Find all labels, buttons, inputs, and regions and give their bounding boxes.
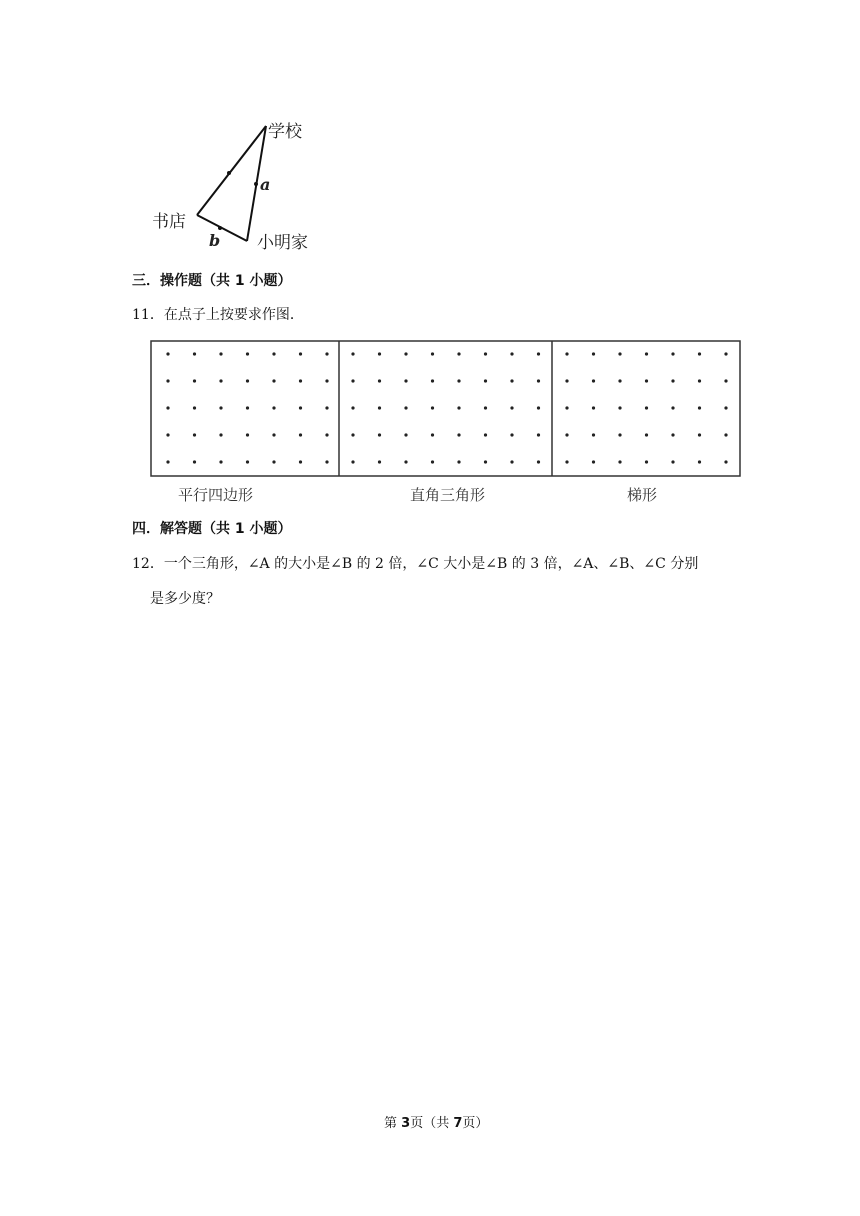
- page-footer: [384, 1112, 488, 1131]
- school-label: 学校: [268, 122, 302, 142]
- grid-dot: [351, 379, 354, 382]
- grid-dot: [618, 352, 621, 355]
- grid-dot: [351, 352, 354, 355]
- grid-dot: [404, 460, 407, 463]
- grid-dot: [698, 433, 701, 436]
- grid-dot: [592, 406, 595, 409]
- grid-dot: [219, 352, 222, 355]
- grid-dot: [272, 406, 275, 409]
- grid-dot: [272, 460, 275, 463]
- triangle-figure: [140, 110, 340, 260]
- grid-dot: [219, 433, 222, 436]
- grid-dot: [431, 379, 434, 382]
- grid-dot: [166, 433, 169, 436]
- grid-dot: [325, 379, 328, 382]
- bookstore-label: 书店: [152, 212, 186, 232]
- grid-dot: [537, 379, 540, 382]
- grid-dot: [193, 433, 196, 436]
- grid-dot: [272, 352, 275, 355]
- grid-dot: [457, 460, 460, 463]
- grid-dot: [404, 406, 407, 409]
- grid-dot: [510, 460, 513, 463]
- grid-dot: [698, 406, 701, 409]
- grid-dot: [378, 460, 381, 463]
- grid-dot: [325, 460, 328, 463]
- grid-dot: [537, 433, 540, 436]
- section-4-heading: 四．解答题（共 1 小题）: [132, 521, 292, 537]
- grid-dot: [510, 433, 513, 436]
- footer-mid: 页（共: [410, 1116, 454, 1131]
- grid-dot: [592, 352, 595, 355]
- grid-dot: [166, 460, 169, 463]
- grid-dot: [431, 352, 434, 355]
- grid-dot: [219, 460, 222, 463]
- grid-dot: [671, 406, 674, 409]
- grid-dot: [246, 352, 249, 355]
- grid-dot: [618, 406, 621, 409]
- grid-dot: [724, 379, 727, 382]
- grid-dot: [378, 406, 381, 409]
- grid-dot: [724, 460, 727, 463]
- midpoint-dot: [218, 226, 222, 230]
- question-text: 在点子上按要求作图．: [163, 307, 304, 323]
- grid-dot: [537, 406, 540, 409]
- grid-dot: [565, 460, 568, 463]
- grid-dot: [484, 352, 487, 355]
- grid-dot: [193, 460, 196, 463]
- grid-dot: [645, 379, 648, 382]
- grid-dot: [724, 406, 727, 409]
- grid-dot: [645, 406, 648, 409]
- question-12-line-1: [132, 553, 698, 573]
- grid-dot: [484, 379, 487, 382]
- grid-dot: [671, 433, 674, 436]
- grid-dot: [272, 379, 275, 382]
- grid-dot: [510, 406, 513, 409]
- grid-dot: [166, 406, 169, 409]
- grid-dot: [378, 379, 381, 382]
- grid-dot: [246, 406, 249, 409]
- grid-dot: [272, 433, 275, 436]
- question-11: [132, 304, 304, 324]
- grid-dot: [299, 352, 302, 355]
- grid-dot: [246, 379, 249, 382]
- grid-dot: [698, 379, 701, 382]
- footer-prefix: 第: [384, 1116, 402, 1131]
- grid-dot: [645, 352, 648, 355]
- grid-dot: [537, 352, 540, 355]
- grid-dot: [193, 406, 196, 409]
- grid-dot: [698, 352, 701, 355]
- grid-dot: [457, 379, 460, 382]
- grid-dot: [724, 433, 727, 436]
- footer-suffix: 页）: [462, 1116, 489, 1131]
- grid-dot: [351, 433, 354, 436]
- grid-dot: [618, 433, 621, 436]
- hypotenuse-line: [197, 126, 266, 215]
- footer-page-number: 3: [401, 1116, 411, 1131]
- midpoint-dot: [227, 171, 231, 175]
- grid-dot: [592, 433, 595, 436]
- grid-dot: [325, 352, 328, 355]
- grid-dot: [404, 352, 407, 355]
- question-number: 12．: [132, 556, 164, 572]
- grid-dot: [166, 379, 169, 382]
- grid-dot: [565, 379, 568, 382]
- grid-dot: [645, 460, 648, 463]
- grid-dot: [378, 433, 381, 436]
- grid-dot: [618, 460, 621, 463]
- home-label: 小明家: [257, 233, 308, 253]
- grid-dot: [484, 460, 487, 463]
- midpoint-dot: [254, 182, 258, 186]
- grid-dot: [193, 379, 196, 382]
- grid-label-trapezoid: 梯形: [627, 486, 658, 504]
- grid-dot: [565, 352, 568, 355]
- dot-grid: [150, 340, 742, 478]
- side-b-label: b: [209, 231, 221, 250]
- dot-grid-border: [151, 341, 740, 476]
- grid-dot: [404, 379, 407, 382]
- grid-dot: [299, 406, 302, 409]
- grid-dot: [351, 460, 354, 463]
- grid-dot: [484, 406, 487, 409]
- grid-dot: [645, 433, 648, 436]
- grid-dot: [671, 352, 674, 355]
- grid-dot: [484, 433, 487, 436]
- grid-dot: [671, 460, 674, 463]
- grid-dot: [724, 352, 727, 355]
- grid-dot: [404, 433, 407, 436]
- grid-dot: [299, 379, 302, 382]
- grid-dot: [671, 379, 674, 382]
- grid-dot: [299, 433, 302, 436]
- section-3-heading: 三．操作题（共 1 小题）: [132, 273, 292, 289]
- grid-dot: [246, 433, 249, 436]
- grid-dot: [378, 352, 381, 355]
- grid-dot: [431, 406, 434, 409]
- side-a-label: a: [260, 175, 271, 194]
- grid-dot: [219, 379, 222, 382]
- grid-dot: [618, 379, 621, 382]
- grid-label-right-triangle: 直角三角形: [410, 486, 486, 504]
- grid-dot: [219, 406, 222, 409]
- grid-dot: [246, 460, 249, 463]
- grid-dot: [592, 460, 595, 463]
- grid-dot: [510, 379, 513, 382]
- grid-dot: [166, 352, 169, 355]
- question-12-line-2: 是多少度？: [150, 591, 220, 607]
- grid-dot: [457, 433, 460, 436]
- grid-label-parallelogram: 平行四边形: [178, 486, 254, 504]
- grid-dot: [431, 460, 434, 463]
- grid-dot: [698, 460, 701, 463]
- question-text: 一个三角形，∠A 的大小是∠B 的 2 倍，∠C 大小是∠B 的 3 倍，∠A、∠B、∠C 分别: [163, 556, 699, 572]
- grid-dot: [299, 460, 302, 463]
- footer-total-pages: 7: [453, 1116, 463, 1131]
- grid-dot: [325, 433, 328, 436]
- grid-dot: [351, 406, 354, 409]
- grid-dot: [325, 406, 328, 409]
- grid-dot: [592, 379, 595, 382]
- grid-dot: [537, 460, 540, 463]
- grid-dot: [431, 433, 434, 436]
- grid-dot: [565, 406, 568, 409]
- grid-dot: [457, 406, 460, 409]
- grid-dot: [565, 433, 568, 436]
- grid-dot: [457, 352, 460, 355]
- grid-dot: [510, 352, 513, 355]
- grid-dot: [193, 352, 196, 355]
- question-number: 11．: [132, 307, 164, 323]
